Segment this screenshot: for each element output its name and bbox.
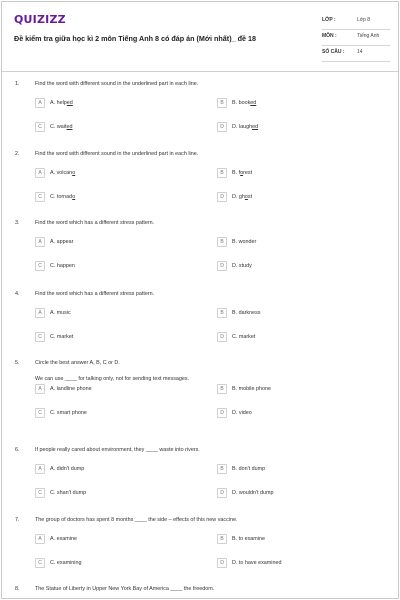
option-label: [232, 124, 258, 130]
meta-value: Lớp 8: [357, 17, 371, 23]
option-label: [50, 536, 77, 542]
question-number: 8.: [15, 586, 20, 592]
option-letter-box[interactable]: B: [217, 534, 227, 544]
option-label: [50, 334, 73, 340]
option-letter-box[interactable]: A: [35, 534, 45, 544]
answer-option-c[interactable]: [35, 558, 185, 569]
option-text: D. video: [232, 410, 252, 416]
option-label: [232, 334, 255, 340]
answer-option-d[interactable]: [217, 332, 367, 343]
question-text: Find the word with different sound in the underlined part in each line.: [35, 151, 199, 157]
underlined-part: ed: [66, 124, 73, 130]
answer-option-a[interactable]: [35, 237, 185, 248]
option-label: [50, 194, 75, 200]
option-letter-box[interactable]: C: [35, 261, 45, 271]
option-label: [50, 560, 81, 566]
option-letter-box[interactable]: D: [217, 558, 227, 568]
option-text: B. wonder: [232, 239, 257, 245]
option-text: A. music: [50, 310, 71, 316]
option-text: C. examining: [50, 560, 82, 566]
answer-option-a[interactable]: [35, 308, 185, 319]
question-text: The Statue of Liberty in Upper New York Bay of America ____ the freedom.: [35, 586, 215, 592]
underlined-part: o: [244, 194, 248, 200]
option-label: [50, 310, 71, 316]
answer-option-a[interactable]: [35, 98, 185, 109]
option-letter-box[interactable]: D: [217, 192, 227, 202]
option-label: [232, 410, 252, 416]
meta-row-subject: [322, 30, 390, 46]
answer-option-b[interactable]: [217, 534, 367, 545]
option-text: B. don't dump: [232, 466, 266, 472]
answer-option-b[interactable]: [217, 168, 367, 179]
option-letter-box[interactable]: B: [217, 237, 227, 247]
option-label: [50, 124, 72, 130]
question-text: If people really cared about environment, they ____ waste into rivers.: [35, 447, 200, 453]
answer-option-b[interactable]: [217, 308, 367, 319]
meta-label: LỚP :: [322, 17, 336, 23]
question-text: Find the word which has a different stress pattern.: [35, 291, 155, 297]
meta-table: [322, 14, 390, 62]
option-label: [232, 239, 256, 245]
question-text: The group of doctors has spent 8 months ____ the side – effects of this new vaccine.: [35, 517, 238, 523]
option-text: A. didn't dump: [50, 466, 85, 472]
option-label: [232, 263, 252, 269]
meta-row-count: [322, 46, 390, 62]
answer-option-a[interactable]: [35, 168, 185, 179]
meta-value: 14: [357, 49, 363, 55]
answer-option-a[interactable]: [35, 464, 185, 475]
underlined-part: ed: [250, 100, 257, 106]
option-text: C. shan't dump: [50, 490, 87, 496]
option-letter-box[interactable]: B: [217, 308, 227, 318]
worksheet-title: Đề kiểm tra giữa học kì 2 môn Tiếng Anh 8 có đáp án (Mới nhất)_ đề 18: [14, 34, 256, 43]
question-number: 7.: [15, 517, 20, 523]
option-label: [232, 386, 271, 392]
option-text: C. happen: [50, 263, 75, 269]
option-letter-box[interactable]: D: [217, 488, 227, 498]
option-text: A. help: [50, 100, 67, 106]
question-number: 3.: [15, 220, 20, 226]
option-text: B. mobile phone: [232, 386, 271, 392]
meta-value: Tiếng Anh: [357, 33, 380, 39]
option-label: [232, 466, 265, 472]
option-letter-box[interactable]: B: [217, 98, 227, 108]
meta-label: MÔN :: [322, 33, 337, 39]
question-number: 1.: [15, 81, 20, 87]
option-letter-box[interactable]: C: [35, 332, 45, 342]
option-label: [232, 560, 281, 566]
option-label: [50, 170, 75, 176]
option-letter-box[interactable]: C: [35, 192, 45, 202]
question-text: Find the word with different sound in the underlined part in each line.: [35, 81, 199, 87]
option-label: [232, 490, 273, 496]
question-text: Find the word which has a different stress pattern.: [35, 220, 155, 226]
option-letter-box[interactable]: B: [217, 168, 227, 178]
option-text: B. darkness: [232, 310, 261, 316]
option-letter-box[interactable]: D: [217, 332, 227, 342]
option-text: D. gh: [232, 194, 245, 200]
option-text: A. volcan: [50, 170, 73, 176]
option-text: B. book: [232, 100, 251, 106]
option-text: C. smart phone: [50, 410, 87, 416]
worksheet-header: [2, 2, 398, 72]
option-label: [50, 490, 86, 496]
answer-option-c[interactable]: [35, 122, 185, 133]
meta-label: SỐ CÂU :: [322, 49, 345, 55]
option-label: [232, 170, 252, 176]
option-text: D. to have examined: [232, 560, 282, 566]
option-text: B. f: [232, 170, 241, 176]
option-text: C. market: [50, 334, 74, 340]
answer-option-b[interactable]: [217, 464, 367, 475]
quizizz-logo: QUIZIZZ: [14, 13, 66, 26]
option-text: C. market: [232, 334, 256, 340]
option-label: [232, 536, 265, 542]
answer-option-d[interactable]: [217, 558, 367, 569]
option-letter-box[interactable]: A: [35, 308, 45, 318]
option-text: D. study: [232, 263, 252, 269]
meta-row-class: [322, 14, 390, 30]
option-label: [50, 100, 73, 106]
answer-option-c[interactable]: [35, 192, 185, 203]
option-letter-box[interactable]: A: [35, 384, 45, 394]
option-text: D. laugh: [232, 124, 253, 130]
option-label: [232, 310, 260, 316]
question-number: 4.: [15, 291, 20, 297]
answer-option-d[interactable]: [217, 192, 367, 203]
option-label: [50, 466, 84, 472]
answer-option-a[interactable]: [35, 384, 185, 395]
underlined-part: o: [72, 194, 76, 200]
question-number: 5.: [15, 360, 20, 366]
option-letter-box[interactable]: A: [35, 237, 45, 247]
option-label: [232, 100, 256, 106]
option-letter-box[interactable]: C: [35, 488, 45, 498]
option-text: A. landline phone: [50, 386, 92, 392]
question-stem: We can use ____ for talking only, not for sending text messages.: [35, 376, 190, 382]
answer-option-d[interactable]: [217, 488, 367, 499]
answer-option-b[interactable]: [217, 384, 367, 395]
option-text: A. examine: [50, 536, 77, 542]
option-letter-box[interactable]: A: [35, 168, 45, 178]
answer-option-d[interactable]: [217, 122, 367, 133]
question-number: 6.: [15, 447, 20, 453]
underlined-part: ed: [252, 124, 259, 130]
option-letter-box[interactable]: D: [217, 122, 227, 132]
underlined-part: o: [72, 170, 76, 176]
underlined-part: o: [240, 170, 244, 176]
option-text: A. appear: [50, 239, 74, 245]
option-letter-box[interactable]: C: [35, 558, 45, 568]
option-letter-box[interactable]: A: [35, 98, 45, 108]
answer-option-c[interactable]: [35, 261, 185, 272]
question-number: 2.: [15, 151, 20, 157]
answer-option-b[interactable]: [217, 237, 367, 248]
option-letter-box[interactable]: D: [217, 408, 227, 418]
option-letter-box[interactable]: C: [35, 408, 45, 418]
underlined-part: ed: [66, 100, 73, 106]
option-letter-box[interactable]: B: [217, 464, 227, 474]
answer-option-d[interactable]: [217, 408, 367, 419]
answer-option-c[interactable]: [35, 332, 185, 343]
option-label: [50, 410, 87, 416]
option-text: C. wait: [50, 124, 67, 130]
option-label: [50, 386, 92, 392]
option-text: B. to examine: [232, 536, 265, 542]
option-letter-box[interactable]: D: [217, 261, 227, 271]
option-text: C. tornad: [50, 194, 73, 200]
option-text-tail: rest: [243, 170, 253, 176]
option-label: [232, 194, 252, 200]
question-text: Circle the best answer A, B, C or D.: [35, 360, 120, 366]
option-letter-box[interactable]: A: [35, 464, 45, 474]
option-text-tail: st: [247, 194, 253, 200]
answer-option-c[interactable]: [35, 488, 185, 499]
answer-option-d[interactable]: [217, 261, 367, 272]
answer-option-c[interactable]: [35, 408, 185, 419]
option-text: D. wouldn't dump: [232, 490, 274, 496]
option-label: [50, 239, 73, 245]
option-label: [50, 263, 75, 269]
worksheet-page: [1, 1, 399, 599]
option-letter-box[interactable]: B: [217, 384, 227, 394]
option-letter-box[interactable]: C: [35, 122, 45, 132]
answer-option-a[interactable]: [35, 534, 185, 545]
answer-option-b[interactable]: [217, 98, 367, 109]
